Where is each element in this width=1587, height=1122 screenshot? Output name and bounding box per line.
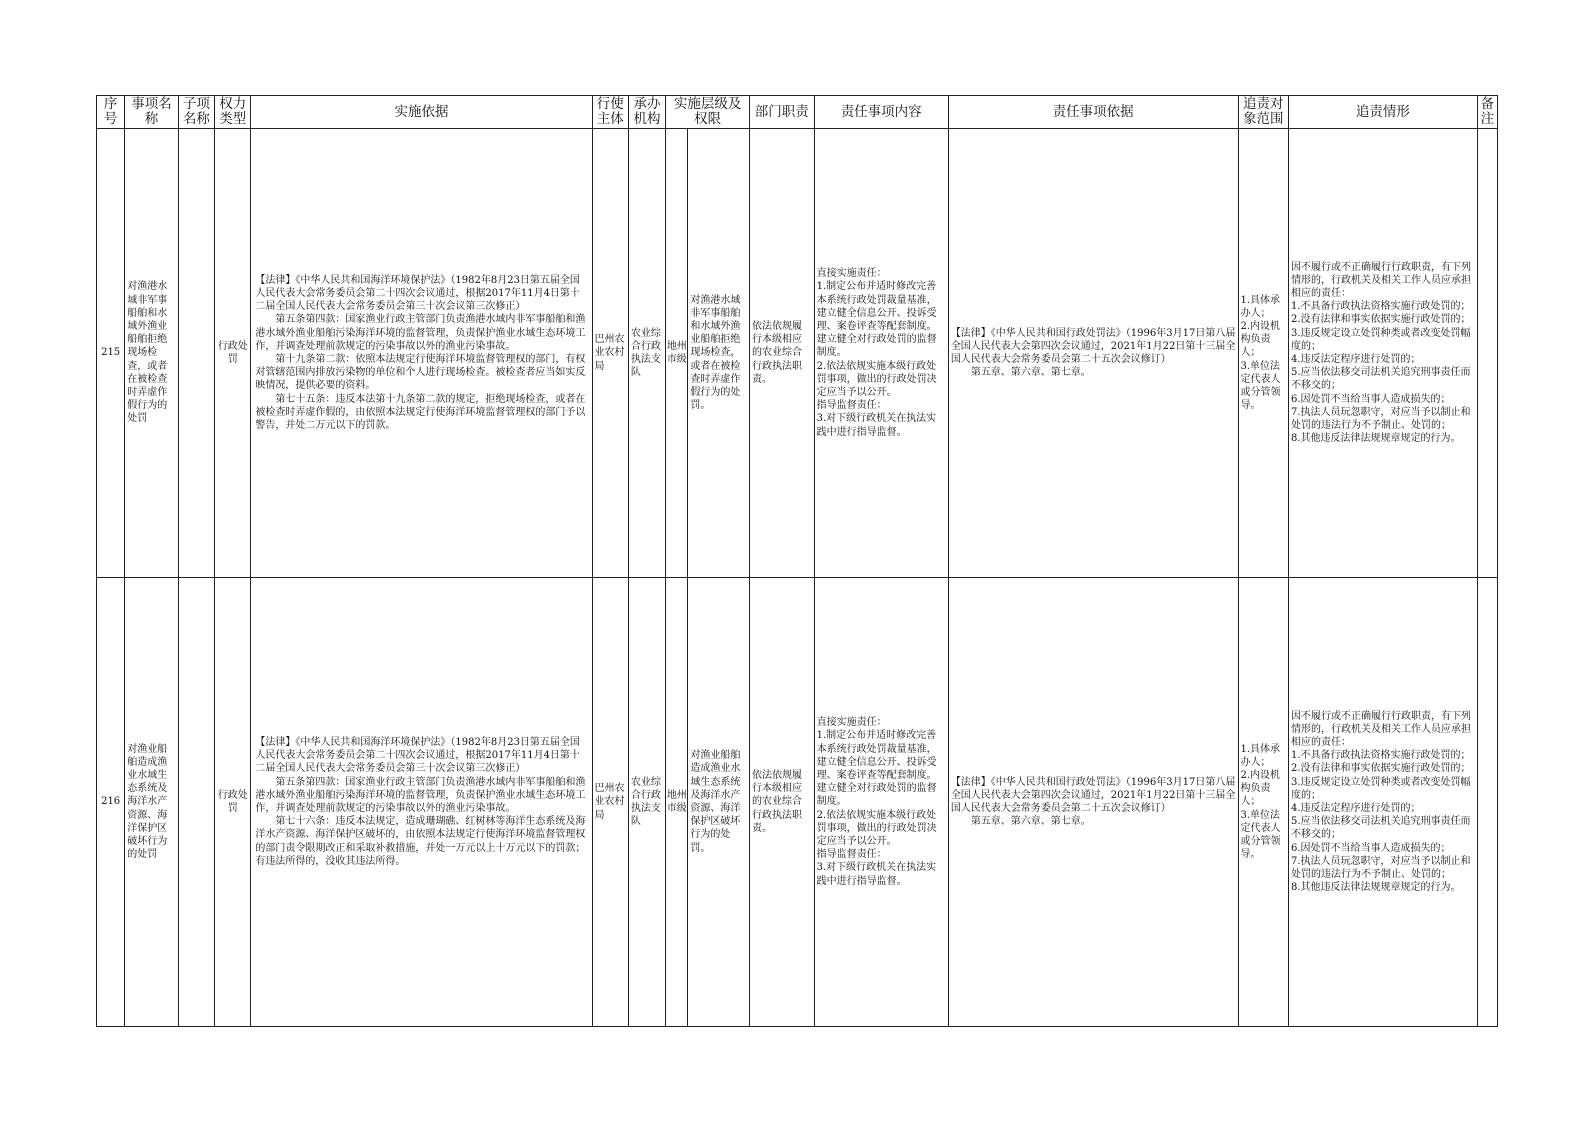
resp-basis-chapters: 第五章、第六章、第七章。 (970, 367, 1091, 379)
resp-line: 2.依法依规实施本级行政处罚事项，做出的行政处罚决定应当予以公开。 (816, 809, 937, 847)
resp-line: 1.制定公布并适时修改完善本系统行政处罚裁量基准，建立健全信息公开、投诉受理、案卷评查等配套制度。建立健全对行政处罚的监督制度。 (816, 281, 937, 359)
row-remark (1477, 578, 1497, 1027)
pursuit-line: 7.执法人员玩忽职守，对应当予以制止和处罚的违法行为不予制止、处罚的； (1290, 406, 1471, 432)
resp-line: 直接实施责任： (816, 268, 887, 280)
pursuit-line: 因不履行或不正确履行行政职责，有下列情形的，行政机关及相关工作人员应承担相应的责任： (1290, 710, 1471, 748)
row-level-detail: 对渔业船舶造成渔业水域生态系统及海洋水产资源、海洋保护区破坏行为的处罚。 (688, 578, 750, 1027)
pursuit-line: 7.执法人员玩忽职守，对应当予以制止和处罚的违法行为不予制止、处罚的； (1290, 855, 1471, 881)
row-duty: 依法依规履行本级相应的农业综合行政执法职责。 (749, 578, 814, 1027)
resp-line: 2.依法依规实施本级行政处罚事项，做出的行政处罚决定应当予以公开。 (816, 360, 937, 398)
pursuit-line: 6.因处罚不当给当事人造成损失的； (1290, 842, 1451, 854)
resp-line: 指导监督责任： (816, 400, 887, 412)
scope-line: 3.单位法定代表人或分管领导。 (1240, 809, 1281, 861)
responsibility-list-sheet (96, 95, 1498, 1027)
pursuit-line: 5.应当依法移交司法机关追究刑事责任而不移交的； (1290, 367, 1471, 392)
scope-line: 3.单位法定代表人或分管领导。 (1240, 360, 1281, 412)
pursuit-line: 6.因处罚不当给当事人造成损失的； (1290, 393, 1451, 405)
resp-basis-citation: 【法律】《中华人民共和国行政处罚法》（1996年3月17日第八届全国人民代表大会第四次会议通过，2021年1月22日第十三届全国人民代表大会常务委员会第二十五次会议修订） (950, 327, 1236, 365)
row-sub-name (178, 129, 214, 578)
row-remark (1477, 129, 1497, 578)
header-sub-name: 子项名称 (178, 96, 214, 129)
scope-line: 2.内设机构负责人； (1240, 320, 1281, 359)
row-sub-name (178, 578, 214, 1027)
scope-line: 2.内设机构负责人； (1240, 769, 1281, 808)
resp-line: 1.制定公布并适时修改完善本系统行政处罚裁量基准，建立健全信息公开、投诉受理、案卷评查等配套制度。建立健全对行政处罚的监督制度。 (816, 730, 937, 808)
pursuit-line: 2.没有法律和事实依据实施行政处罚的； (1290, 763, 1471, 775)
header-resp-content: 责任事项内容 (814, 96, 948, 129)
row-level: 地州市级 (666, 578, 688, 1027)
row-power-type: 行政处罚 (215, 578, 251, 1027)
resp-line: 指导监督责任： (816, 849, 887, 861)
header-scope: 追责对象范围 (1238, 96, 1288, 129)
basis-article: 第五条第四款：国家渔业行政主管部门负责渔港水域内非军事船舶和渔港水域外渔业船舶污染海洋环境的监督管理，负责保护渔业水域生态环境工作，并调查处理前款规定的污染事故以外的渔业污染事故。 (255, 314, 586, 352)
header-subject: 行使主体 (592, 96, 628, 129)
pursuit-line: 3.违反规定设立处罚种类或者改变处罚幅度的； (1290, 327, 1471, 352)
row-basis (251, 129, 592, 578)
table-header-row (97, 96, 1498, 129)
row-level-detail: 对渔港水域非军事船舶和水域外渔业船舶拒绝现场检查，或者在被检查时弄虚作假行为的处罚。 (688, 129, 750, 578)
row-item-name: 对渔港水域非军事船舶和水域外渔业船舶拒绝现场检查，或者在被检查时弄虚作假行为的处罚 (125, 129, 178, 578)
table-row (97, 578, 1498, 1027)
header-duty: 部门职责 (749, 96, 814, 129)
power-responsibility-table (96, 95, 1498, 1027)
row-agency: 农业综合行政执法支队 (628, 129, 665, 578)
row-basis (251, 578, 592, 1027)
pursuit-line: 8.其他违反法律法规规章规定的行为。 (1290, 882, 1461, 894)
header-seq: 序号 (97, 96, 125, 129)
pursuit-line: 8.其他违反法律法规规章规定的行为。 (1290, 433, 1461, 445)
row-agency: 农业综合行政执法支队 (628, 578, 665, 1027)
row-seq: 216 (97, 578, 125, 1027)
row-duty: 依法依规履行本级相应的农业综合行政执法职责。 (749, 129, 814, 578)
header-agency: 承办机构 (628, 96, 665, 129)
table-row (97, 129, 1498, 578)
pursuit-line: 3.违反规定设立处罚种类或者改变处罚幅度的； (1290, 776, 1471, 801)
resp-basis-chapters: 第五章、第六章、第七章。 (970, 816, 1091, 828)
pursuit-line: 1.不具备行政执法资格实施行政处罚的； (1290, 301, 1471, 313)
row-item-name: 对渔业船舶造成渔业水域生态系统及海洋水产资源、海洋保护区破坏行为的处罚 (125, 578, 178, 1027)
row-pursuit (1288, 129, 1477, 578)
pursuit-line: 4.违反法定程序进行处罚的； (1290, 354, 1421, 365)
basis-law-citation: 【法律】《中华人民共和国海洋环境保护法》（1982年8月23日第五届全国人民代表大会常务委员会第二十四次会议通过，根据2017年11月4日第十二届全国人民代表大会常务委员会第三十次会议第三次修正） (255, 274, 580, 313)
row-scope (1238, 129, 1288, 578)
row-resp-basis (948, 578, 1238, 1027)
row-seq: 215 (97, 129, 125, 578)
row-pursuit (1288, 578, 1477, 1027)
header-remark: 备注 (1477, 96, 1497, 129)
resp-line: 直接实施责任： (816, 717, 887, 729)
scope-line: 1.具体承办人； (1240, 743, 1281, 768)
resp-line: 3.对下级行政机关在执法实践中进行指导监督。 (816, 413, 937, 438)
basis-law-citation: 【法律】《中华人民共和国海洋环境保护法》（1982年8月23日第五届全国人民代表大会常务委员会第二十四次会议通过，根据2017年11月4日第十二届全国人民代表大会常务委员会第三十次会议第三次修正） (255, 736, 580, 775)
basis-article: 第十九条第二款：依照本法规定行使海洋环境监督管理权的部门，有权对管辖范围内排放污染物的单位和个人进行现场检查。被检查者应当如实反映情况，提供必要的资料。 (255, 354, 586, 392)
basis-article: 第七十五条：违反本法第十九条第二款的规定，拒绝现场检查，或者在被检查时弄虚作假的，由依照本法规定行使海洋环境监督管理权的部门予以警告，并处二万元以下的罚款。 (255, 393, 586, 432)
basis-article: 第七十六条：违反本法规定，造成珊瑚礁、红树林等海洋生态系统及海洋水产资源、海洋保护区破坏的，由依照本法规定行使海洋环境监督管理权的部门责令限期改正和采取补救措施，并处一万元以上十万元以下的罚款；有违法所得的，没收其违法所得。 (255, 816, 586, 867)
pursuit-line: 因不履行或不正确履行行政职责，有下列情形的，行政机关及相关工作人员应承担相应的责任： (1290, 261, 1471, 299)
header-resp-basis: 责任事项依据 (948, 96, 1238, 129)
pursuit-line: 5.应当依法移交司法机关追究刑事责任而不移交的； (1290, 816, 1471, 841)
row-scope (1238, 578, 1288, 1027)
row-power-type: 行政处罚 (215, 129, 251, 578)
row-resp-content (814, 578, 948, 1027)
basis-article: 第五条第四款：国家渔业行政主管部门负责渔港水域内非军事船舶和渔港水域外渔业船舶污染海洋环境的监督管理，负责保护渔业水域生态环境工作，并调查处理前款规定的污染事故以外的渔业污染事故。 (255, 776, 586, 814)
row-subject: 巴州农业农村局 (592, 129, 628, 578)
row-level: 地州市级 (666, 129, 688, 578)
pursuit-line: 4.违反法定程序进行处罚的； (1290, 803, 1421, 814)
header-basis: 实施依据 (251, 96, 592, 129)
row-resp-basis (948, 129, 1238, 578)
row-resp-content (814, 129, 948, 578)
resp-basis-citation: 【法律】《中华人民共和国行政处罚法》（1996年3月17日第八届全国人民代表大会第四次会议通过，2021年1月22日第十三届全国人民代表大会常务委员会第二十五次会议修订） (950, 776, 1236, 814)
header-item-name: 事项名称 (125, 96, 178, 129)
row-subject: 巴州农业农村局 (592, 578, 628, 1027)
resp-line: 3.对下级行政机关在执法实践中进行指导监督。 (816, 862, 937, 887)
header-level: 实施层级及权限 (666, 96, 750, 129)
header-pursuit: 追责情形 (1288, 96, 1477, 129)
scope-line: 1.具体承办人； (1240, 294, 1281, 319)
header-power-type: 权力类型 (215, 96, 251, 129)
pursuit-line: 2.没有法律和事实依据实施行政处罚的； (1290, 314, 1471, 326)
pursuit-line: 1.不具备行政执法资格实施行政处罚的； (1290, 750, 1471, 762)
